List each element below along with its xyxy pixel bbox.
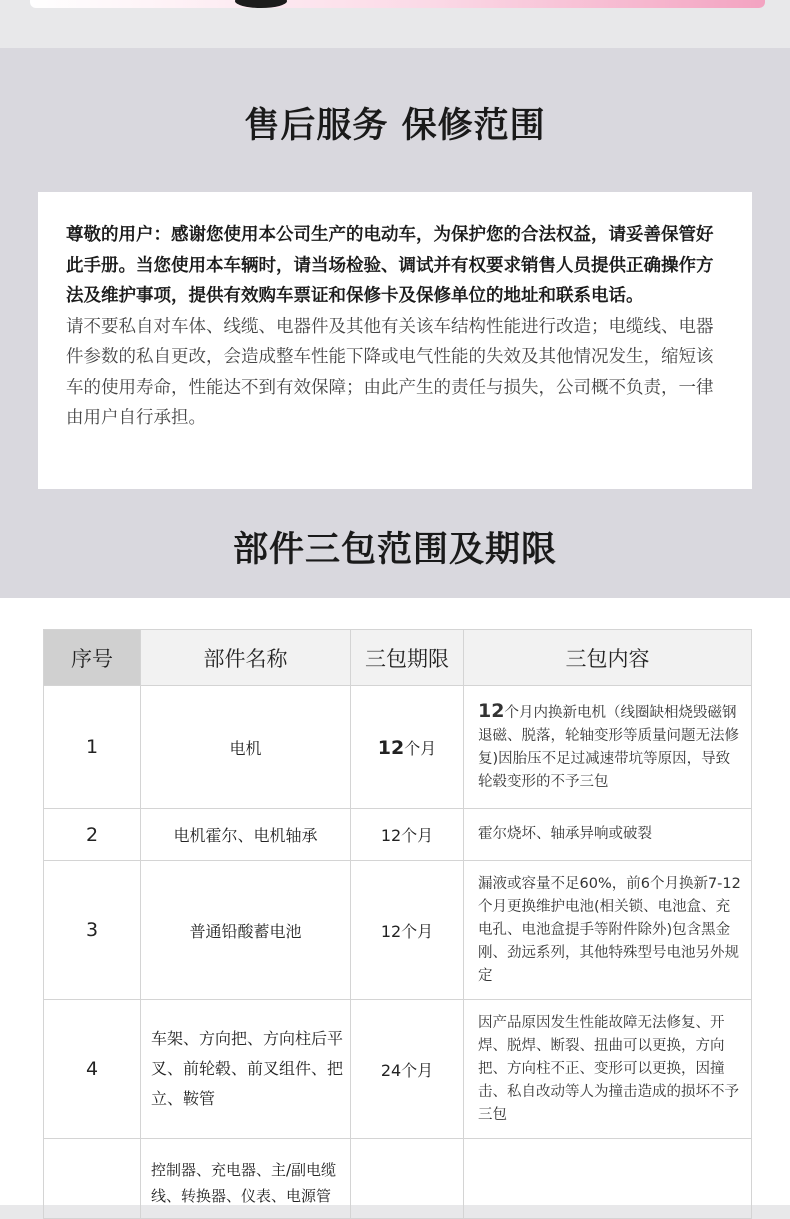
row-period: 12个月: [351, 809, 464, 861]
row-name: 车架、方向把、方向柱后平叉、前轮毂、前叉组件、把立、鞍管: [141, 1000, 351, 1139]
table-row: [44, 809, 752, 861]
row-period: 12个月: [351, 861, 464, 1000]
row-period-unit: 个月: [404, 738, 437, 758]
notice-text: [66, 220, 726, 434]
page-title: 售后服务 保修范围: [244, 106, 546, 146]
row-period: [351, 686, 464, 809]
row-name: 普通铅酸蓄电池: [141, 861, 351, 1000]
row-content: 霍尔烧坏、轴承异响或破裂: [464, 809, 752, 861]
row-period: [351, 1139, 464, 1219]
notice-card: [38, 192, 752, 489]
table-row: [44, 1000, 752, 1139]
row-no: 4: [44, 1000, 141, 1139]
row-content: 因产品原因发生性能故障无法修复、开焊、脱焊、断裂、扭曲可以更换，方向把、方向柱不正、变形可以更换，因撞击、私自改动等人为撞击造成的损坏不予三包: [464, 1000, 752, 1139]
table-header-row: [44, 630, 752, 686]
table-row: [44, 686, 752, 809]
header-content: 三包内容: [464, 630, 752, 686]
row-no: [44, 1139, 141, 1219]
notice-bold-text: 尊敬的用户：感谢您使用本公司生产的电动车，为保护您的合法权益，请妥善保管好此手册。当您使用本车辆时，请当场检验、调试并有权要求销售人员提供正确操作方法及维护事项，提供有效购车票证和保修卡及保修单位的地址和联系电话。: [66, 225, 714, 306]
section-title: 部件三包范围及期限: [232, 530, 557, 570]
row-no: 2: [44, 809, 141, 861]
header-no: 序号: [44, 630, 141, 686]
header-period: 三包期限: [351, 630, 464, 686]
row-no: 1: [44, 686, 141, 809]
row-content-number: 12: [478, 700, 505, 722]
row-content-text: 个月内换新电机（线圈缺相烧毁磁钢退磁、脱落，轮轴变形等质量问题无法修复)因胎压不足过减速带坑等原因，导致轮毂变形的不予三包: [478, 705, 739, 790]
row-no: 3: [44, 861, 141, 1000]
header-name: 部件名称: [141, 630, 351, 686]
row-name: 电机霍尔、电机轴承: [141, 809, 351, 861]
row-name: 电机: [141, 686, 351, 809]
row-period-number: 12: [377, 736, 405, 759]
table-row: [44, 1139, 752, 1219]
row-content: [464, 1139, 752, 1219]
row-content: 漏液或容量不足60%，前6个月换新7-12个月更换维护电池(相关锁、电池盒、充电孔、电池盒提手等附件除外)包含黑金刚、劲远系列，其他特殊型号电池另外规定: [464, 861, 752, 1000]
notice-normal-text: 请不要私自对车体、线缆、电器件及其他有关该车结构性能进行改造；电缆线、电器件参数的私自更改，会造成整车性能下降或电气性能的失效及其他情况发生，缩短该车的使用寿命，性能达不到有效保障；由此产生的责任与损失，公司概不负责，一律由用户自行承担。: [66, 316, 714, 428]
row-content: [464, 686, 752, 809]
row-name: 控制器、充电器、主/副电缆线、转换器、仪表、电源管: [141, 1139, 351, 1219]
row-period: 24个月: [351, 1000, 464, 1139]
table-row: [44, 861, 752, 1000]
top-banner-image: [30, 0, 765, 8]
warranty-table: [43, 629, 752, 1219]
product-image-fragment: [235, 0, 287, 8]
